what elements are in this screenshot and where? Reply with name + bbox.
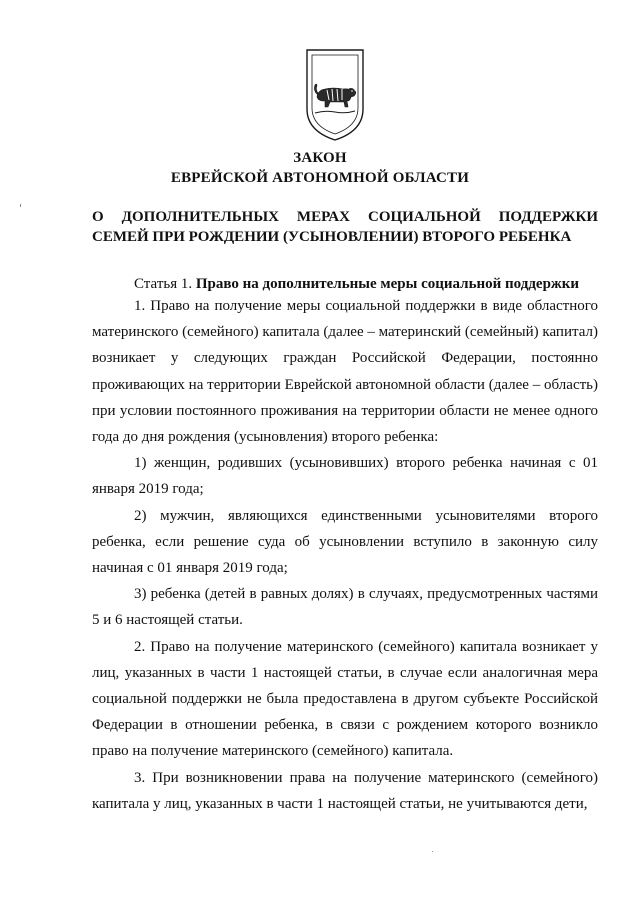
law-title [92, 207, 598, 247]
paragraph: 3. При возникновении права на получение материнского (семейного) капитала у лиц, указанных в части 1 настоящей статьи, не учитываются дети, [92, 769, 598, 812]
coat-of-arms-tiger-icon [303, 47, 367, 143]
scan-margin-mark [20, 204, 21, 207]
issuing-region-heading: ЕВРЕЙСКОЙ АВТОНОМНОЙ ОБЛАСТИ [170, 170, 470, 186]
paragraph: 2) мужчин, являющихся единственными усыновителями второго ребенка, если решение суда об усыновлении вступило в законную силу начиная с 01 января 2019 года; [92, 507, 598, 577]
article-number: Статья 1. [134, 276, 193, 292]
paragraph: 2. Право на получение материнского (семейного) капитала возникает у лиц, указанных в части 1 настоящей статьи, в случае если аналогичная мера социальной поддержки не была предоставлена в другом субъекте Российской Федерации в отношении ребенка, в связи с рождением которого возникло право на получение материнского (семейного) капитала. [92, 638, 598, 760]
paragraph: 3) ребенка (детей в равных долях) в случаях, предусмотренных частями 5 и 6 настоящей статьи. [92, 586, 598, 629]
document-type-heading: ЗАКОН [293, 150, 347, 166]
paragraph: 1) женщин, родивших (усыновивших) второго ребенка начиная с 01 января 2019 года; [92, 455, 598, 498]
paragraph: 1. Право на получение меры социальной поддержки в виде областного материнского (семейного) капитала (далее – материнский (семейный) капитал) возникает у следующих граждан Российской Федерации, постоянно проживающих на территории Еврейской автономной области (далее – область) при условии постоянного проживания на территории области не менее одного года до дня рождения (усыновления) второго ребенка: [92, 298, 598, 446]
article-body [92, 293, 598, 817]
law-title-line-2: СЕМЕЙ ПРИ РОЖДЕНИИ (УСЫНОВЛЕНИИ) ВТОРОГО РЕБЕНКА [92, 229, 572, 245]
article-heading [134, 276, 579, 293]
scan-artifact-dot [432, 851, 433, 852]
law-title-line-1: О ДОПОЛНИТЕЛЬНЫХ МЕРАХ СОЦИАЛЬНОЙ ПОДДЕРЖКИ [92, 209, 598, 225]
article-name: Право на дополнительные меры социальной поддержки [195, 276, 580, 292]
